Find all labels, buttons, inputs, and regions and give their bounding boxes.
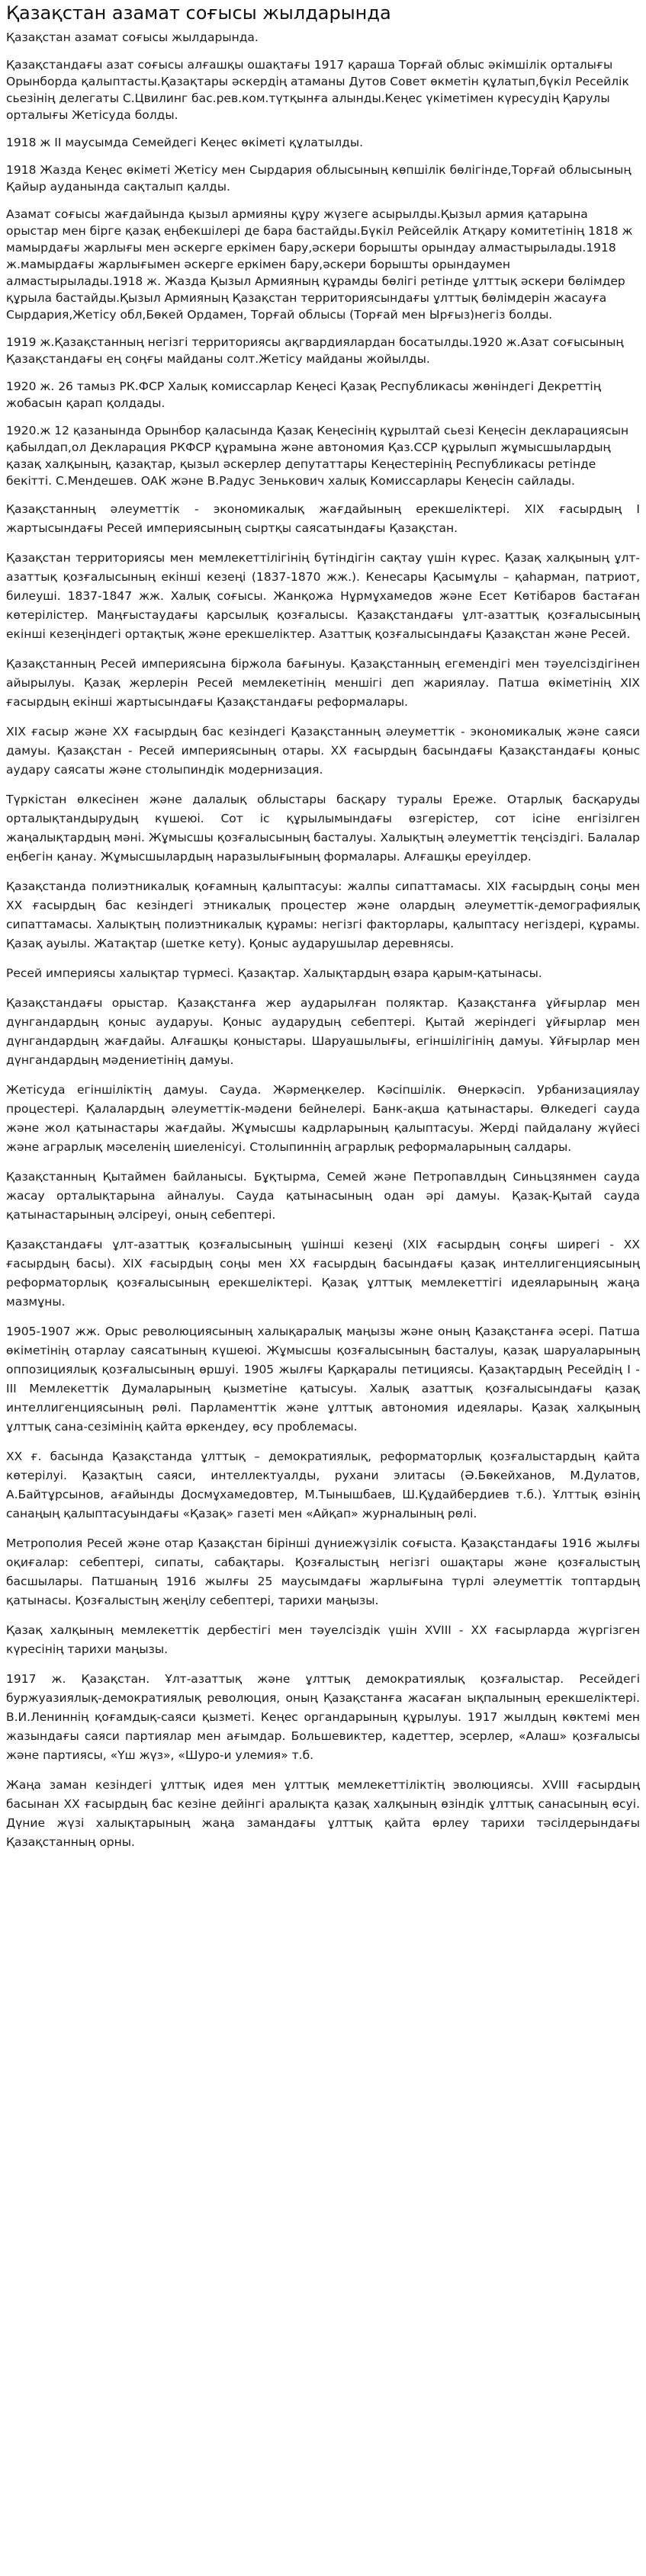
paragraph: Қазақстандағы азат соғысы алғашқы ошақтағы 1917 қараша Торғай облыс әкімшілік орталығы Орынборда қалыптасты.Қазақтары әскердің атаманы Дутов Совет өкметін құлатып,бүкіл Ресейлік сьезінің делегаты С.Цвилинг бас.рев.ком.түтқынға алынды.Кеңес үкіметімен күресудің Қарулы орталығы Жетісуда болды. [6, 58, 629, 122]
article-body-main [6, 500, 640, 1852]
paragraph: XX ғ. басында Қазақстанда ұлттық – демократиялық, реформаторлық қозғалыстардың қайта көтерілуі. Қазақтың саяси, интеллектуалды, рухани элитасы (Ә.Бөкейханов, М.Дулатов, А.Байтұрсынов, ағайынды Досмұхамедовтер, М.Тынышбаев, Ш.Құдайбердиев т.б.). Ұлттық өзінің санаңың қалыптасуындағы «Қазақ» газеті мен «Айқап» журналының рөлі. [6, 1450, 640, 1520]
paragraph: Түркістан өлкесінен және далалық облыстары басқару туралы Ереже. Отарлық басқаруды орталықтандырудың күшеюі. Сот іс құрылымындағы өзгерістер, сот ісіне енгізілген жаңалықтардың мәні. Жұмысшы қозғалысының басталуы. Халықтың әлеуметтік теңсіздігі. Балалар еңбегін қанау. Жұмысшылардың наразылығының формалары. Алғашқы ереуілдер. [6, 793, 640, 863]
paragraph: Қазақстанның әлеуметтік - экономикалық жағдайының ерекшеліктері. XIX ғасырдың I жартысындағы Ресей империясының сыртқы саясатындағы Қазақстан. [6, 502, 640, 535]
paragraph: Қазақстанның Ресей империясына біржола бағынуы. Қазақстанның егемендігі мен тәуелсіздігінен айырылуы. Қазақ жерлерін Ресей мемлекетінің меншігі деп жариялау. Патша өкіметінің XIX ғасырдың екінші жартысындағы Қазақстандағы реформалары. [6, 657, 640, 709]
paragraph: Метрополия Ресей және отар Қазақстан бірінші дүниежүзілік соғыста. Қазақстандағы 1916 жылғы оқиғалар: себептері, сипаты, сабақтары. Қозғалыстың негізгі ошақтары және қозғалыстың басшылары. Патшаның 1916 жылғы 25 маусымдағы жарлығына түрлі әлеуметтік топтардың қатынасы. Қозғалыстың жеңілу себептері, тарихи маңызы. [6, 1536, 640, 1607]
paragraph: Қазақстандағы ұлт-азаттық қозғалысының үшінші кезеңі (XIX ғасырдың соңғы ширегі - XX ғасырдың басы). XIX ғасырдың соңы мен XX ғасырдың басындағы қазақ интеллигенциясының реформаторлық қозғалысының ерекшеліктері. Қазақ ұлттық мемлекеттігі идеяларының жаңа мазмұны. [6, 1238, 640, 1309]
paragraph: 1905-1907 жж. Орыс революциясының халықаралық маңызы және оның Қазақстанға әсері. Патша өкіметінің отарлау саясатының күшеюі. Жұмысшы қозғалысының басталуы, қазақ шаруаларының оппозициялық қозғалысының өршуі. 1905 жылғы Қарқаралы петициясы. Қазақтардың Ресейдің I - III Мемлекеттік Думаларының қызметіне қатысуы. Халық азаттық қозғалысындағы қазақ интеллигенциясының рөлі. Парламенттік және ұлттық автономия идеялары. Қазақ халқының ұлттық сана-сезімінің қайта өркендеу, өсу проблемасы. [6, 1325, 640, 1434]
paragraph: Азамат соғысы жағдайында қызыл армияны құру жүзеге асырылды.Қызыл армия қатарына орыстар мен бірге қазақ еңбекшілері де бара бастайды.Бүкіл Рейсейлік Атқару комитетінің 1818 ж мамырдағы жарлығы мен әскерге еркімен бару,әскери борышты орындау алмастырылады.1918 ж.мамырдағы жарлығымен әскерге еркімен бару,әскери борышты орындаумен алмастырылады.1918 ж. Жазда Қызыл Армияның құрамды бөлігі ретінде ұлттық әскери бөлімдер құрыла бастайды.Қызыл Армияның Қазақстан территориясындағы ұлттық бөлімдерін жасауға Сырдария,Жетісу обл,Бөкей Ордамен, Торғай облысы (Торғай мен Ырғыз)негіз болды. [6, 207, 633, 322]
paragraph: 1917 ж. Қазақстан. Ұлт-азаттық және ұлттық демократиялық қозғалыстар. Ресейдегі буржуазиялық-демократиялық революция, оның Қазақстанға жасаған ықпалының ерекшеліктері. В.И.Лениннің қоғамдық-саяси қызметі. Кеңес органдарының құрылуы. 1917 жылдың көктемі мен жазындағы саяси партиялар мен ағымдар. Большевиктер, кадеттер, эсерлер, «Алаш» қозғалысы және партиясы, «Үш жүз», «Шуро-и улемия» т.б. [6, 1672, 640, 1762]
article-title: Қазақстан азамат соғысы жылдарында [6, 2, 391, 24]
paragraph: Қазақстандағы орыстар. Қазақстанға жер аударылған поляктар. Қазақстанға ұйғырлар мен дүнгандардың қоныс аударуы. Қоныс аударудың себептері. Қытай жеріндегі ұйғырлар мен дүнгандардың жағдайы. Алғашқы қоныстары. Шаруашылығы, егіншілігінің дамуы. Ұйғырлар мен дүнгандардың мәдениетінің дамуы. [6, 996, 640, 1067]
paragraph: 1919 ж.Қазақстанның негізгі территориясы ақгвардиялардан босатылды.1920 ж.Азат соғысының Қазақстандағы ең соңғы майданы солт.Жетісу майданы жойылды. [6, 335, 624, 366]
paragraph: Жетісуда егіншіліктің дамуы. Сауда. Жәрмеңкелер. Кәсіпшілік. Өнеркәсіп. Урбанизациялау процестері. Қалалардың әлеуметтік-мәдени бейнелері. Банк-ақша қатынастары. Өлкедегі сауда және жол қатынастары жағдайы. Жұмысшы кадрларының қалыптасуы. Жерді пайдалану жүйесі және аграрлық мәселенің шиеленісуі. Столыпиннің аграрлық реформаларының салдары. [6, 1083, 640, 1154]
paragraph: Ресей империясы халықтар түрмесі. Қазақтар. Халықтардың өзара қарым-қатынасы. [6, 966, 542, 980]
article-subtitle: Қазақстан азамат соғысы жылдарында. [6, 30, 259, 44]
paragraph: 1918 Жазда Кеңес өкіметі Жетісу мен Сырдария облысының көпшілік бөлігінде,Торғай облысының Қайыр ауданында сақталып қалды. [6, 163, 632, 194]
paragraph: 1920.ж 12 қазанында Орынбор қаласында Қазақ Кеңесінің құрылтай сьезі Кеңесін декларациясын қабылдап,ол Декларация РКФСР құрамына және автономия Қаз.ССР құрылып жұмысшылардың қазақ халқының, қазақтар, қызыл әскерлер депутаттары Кеңестерінің Республикасы ретінде бекітті. С.Мендешев. ОАК және В.Радус Зенькович халық Комиссарлары Кеңесін сайлады. [6, 424, 629, 488]
paragraph: Қазақстанның Қытаймен байланысы. Бұқтырма, Семей және Петропавлдың Синьцзянмен сауда жасау орталықтарына айналуы. Сауда қатынасының одан әрі дамуы. Қазақ-Қытай сауда қатынастарының әлсіреуі, оның себептері. [6, 1170, 640, 1222]
article-body-intro [6, 56, 640, 489]
paragraph: Қазақ халқының мемлекеттік дербестігі мен тәуелсіздік үшін XVIII - XX ғасырларда жүргізген күресінің тарихи маңызы. [6, 1623, 640, 1656]
paragraph: 1920 ж. 26 тамыз РК.ФСР Халық комиссарлар Кеңесі Қазақ Республикасы жөніндегі Декреттің жобасын қарап қолдады. [6, 380, 601, 410]
paragraph: XIX ғасыр және XX ғасырдың бас кезіндегі Қазақстанның әлеуметтік - экономикалық және саяси дамуы. Қазақстан - Ресей империясының отары. XX ғасырдың басындағы Қазақстандағы қоныс аудару саясаты және столыпиндік модернизация. [6, 725, 640, 777]
paragraph: Қазақстан территориясы мен мемлекеттілігінің бүтіндігін сақтау үшін күрес. Қазақ халқының ұлт-азаттық қозғалысының екінші кезеңі (1837-1870 жж.). Кенесары Қасымұлы – қаһарман, патриот, билеуші. 1837-1847 жж. Халық соғысы. Жанқожа Нұрмұхамедов және Есет Көтібаров бастаған көтерілістер. Маңғыстаудағы қарсылық қозғалысы. Қазақстандағы ұлт-азаттық қозғалысының екінші кезеңіндегі ортақтық және ерекшеліктер. Азаттық қозғалысындағы Қазақстан және Ресей. [6, 551, 640, 641]
paragraph: 1918 ж II маусымда Семейдегі Кеңес өкіметі құлатылды. [6, 136, 363, 149]
paragraph: Қазақстанда полиэтникалық қоғамның қалыптасуы: жалпы сипаттамасы. XIX ғасырдың соңы мен XX ғасырдың бас кезіндегі этникалық процестер және олардың әлеуметтік-демографиялық сипаттамасы. Халықтың полиэтникалық құрамы: негізгі факторлары, қалыптасу негіздері, құрамы. Қазақ ауылы. Жатақтар (шетке кету). Қоныс аударушылар деревнясы. [6, 879, 640, 950]
paragraph: Жаңа заман кезіндегі ұлттық идея мен ұлттық мемлекеттіліктің эволюциясы. XVIII ғасырдың басынан XX ғасырдың бас кезіне дейінгі аралықта қазақ халқының өзіндік ұлттық санасының өсуі. Дүние жүзі халықтарының жаңа замандағы ұлттық қайта өрлеу тарихи тәсілдерындағы Қазақстанның орны. [6, 1778, 640, 1849]
